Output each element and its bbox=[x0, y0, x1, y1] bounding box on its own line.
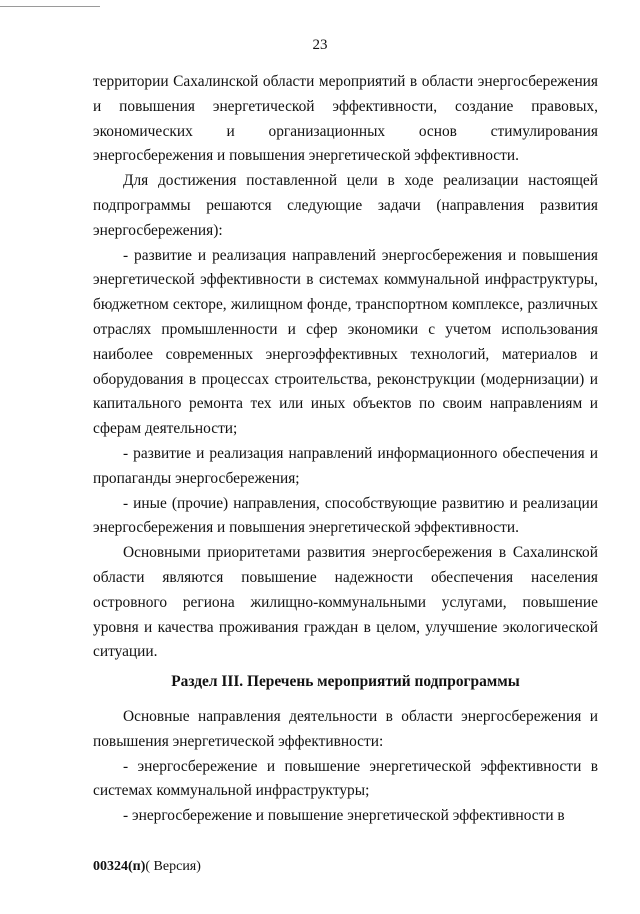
paragraph-1: территории Сахалинской области мероприятий в области энергосбережения и повышения энергетической эффективности, создание правовых, экономических и организационных основ стимулирования энергосбережения и повышения энергетической эффективности. bbox=[93, 73, 598, 165]
section-paragraph-1: Основные направления деятельности в области энергосбережения и повышения энергетической эффективности: bbox=[93, 707, 598, 750]
paragraph-2: Для достижения поставленной цели в ходе реализации настоящей подпрограммы решаются следующие задачи (направления развития энергосбережения): bbox=[93, 172, 598, 239]
section-list-item-1: - энергосбережение и повышение энергетической эффективности в системах коммунальной инфраструктуры; bbox=[93, 757, 598, 800]
section-list-item-2: - энергосбережение и повышение энергетической эффективности в bbox=[123, 807, 565, 825]
document-code: 00324(п) bbox=[93, 859, 146, 874]
page-number: 23 bbox=[312, 37, 328, 53]
list-item-1: - развитие и реализация направлений энергосбережения и повышения энергетической эффективности в системах коммунальной инфраструктуры, бюджетном секторе, жилищном фонде, транспортном комплексе, различных отраслях промышленности и сфер экономики с учетом использования наиболее современных энергоэффективных технологий, материалов и оборудования в процессах строительства, реконструкции (модернизации) и капитального ремонта тех или иных объектов по своим направлениям и сферам деятельности; bbox=[93, 246, 598, 438]
section-heading: Раздел III. Перечень мероприятий подпрограммы bbox=[171, 673, 520, 691]
scan-edge-line bbox=[0, 6, 100, 7]
document-body bbox=[93, 70, 598, 829]
list-item-2: - развитие и реализация направлений информационного обеспечения и пропаганды энергосбережения; bbox=[93, 444, 598, 487]
document-version: ( Версия) bbox=[145, 859, 201, 874]
document-footer bbox=[93, 859, 201, 875]
paragraph-priorities: Основными приоритетами развития энергосбережения в Сахалинской области являются повышение надежности обеспечения населения островного региона жилищно-коммунальными услугами, повышение уровня и качества проживания граждан в целом, улучшение экологической ситуации. bbox=[93, 544, 598, 661]
list-item-3: - иные (прочие) направления, способствующие развитию и реализации энергосбережения и повышения энергетической эффективности. bbox=[93, 494, 598, 537]
